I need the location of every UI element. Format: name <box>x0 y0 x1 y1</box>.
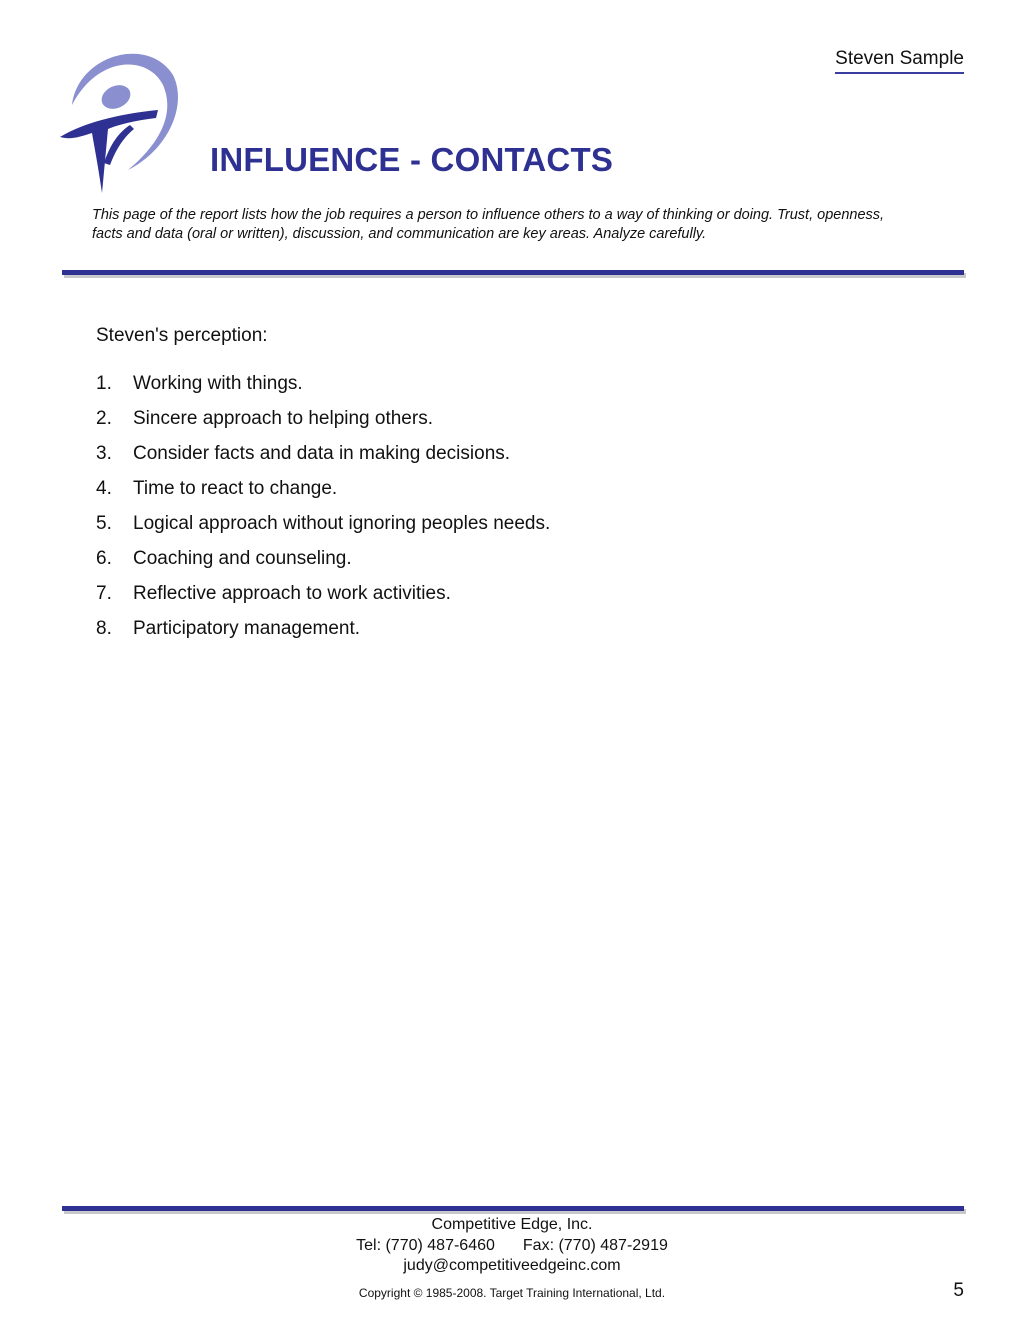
list-item: 2. Sincere approach to helping others. <box>96 408 433 429</box>
footer-tel: Tel: (770) 487-6460 <box>356 1237 495 1254</box>
logo-figure-icon <box>58 45 188 195</box>
perception-label: Steven's perception: <box>96 325 268 346</box>
footer-divider <box>62 1206 964 1211</box>
header-divider <box>62 270 964 275</box>
page-title: INFLUENCE - CONTACTS <box>210 141 614 178</box>
list-item: 5. Logical approach without ignoring peoples needs. <box>96 513 551 534</box>
list-item: 1. Working with things. <box>96 373 303 394</box>
perception-list <box>96 372 550 652</box>
footer-contact-line <box>0 1237 1024 1255</box>
page-number: 5 <box>953 1280 964 1301</box>
footer-email[interactable]: judy@competitiveedgeinc.com <box>403 1257 621 1274</box>
footer-fax: Fax: (770) 487-2919 <box>522 1237 668 1254</box>
list-item: 7. Reflective approach to work activities. <box>96 583 451 604</box>
list-item: 6. Coaching and counseling. <box>96 548 352 569</box>
company-logo <box>58 45 188 195</box>
intro-paragraph: This page of the report lists how the job requires a person to influence others to a way of thinking or doing. Trust, openness, facts and data (oral or written), discussion, and communication are key areas. Analyze carefully. <box>92 207 885 242</box>
list-item: 3. Consider facts and data in making decisions. <box>96 443 511 464</box>
header-person-name: Steven Sample <box>835 48 964 74</box>
list-item: 8. Participatory management. <box>96 618 361 639</box>
list-item: 4. Time to react to change. <box>96 478 338 499</box>
footer-copyright: Copyright © 1985-2008. Target Training International, Ltd. <box>358 1286 666 1300</box>
footer-company: Competitive Edge, Inc. <box>431 1216 593 1233</box>
